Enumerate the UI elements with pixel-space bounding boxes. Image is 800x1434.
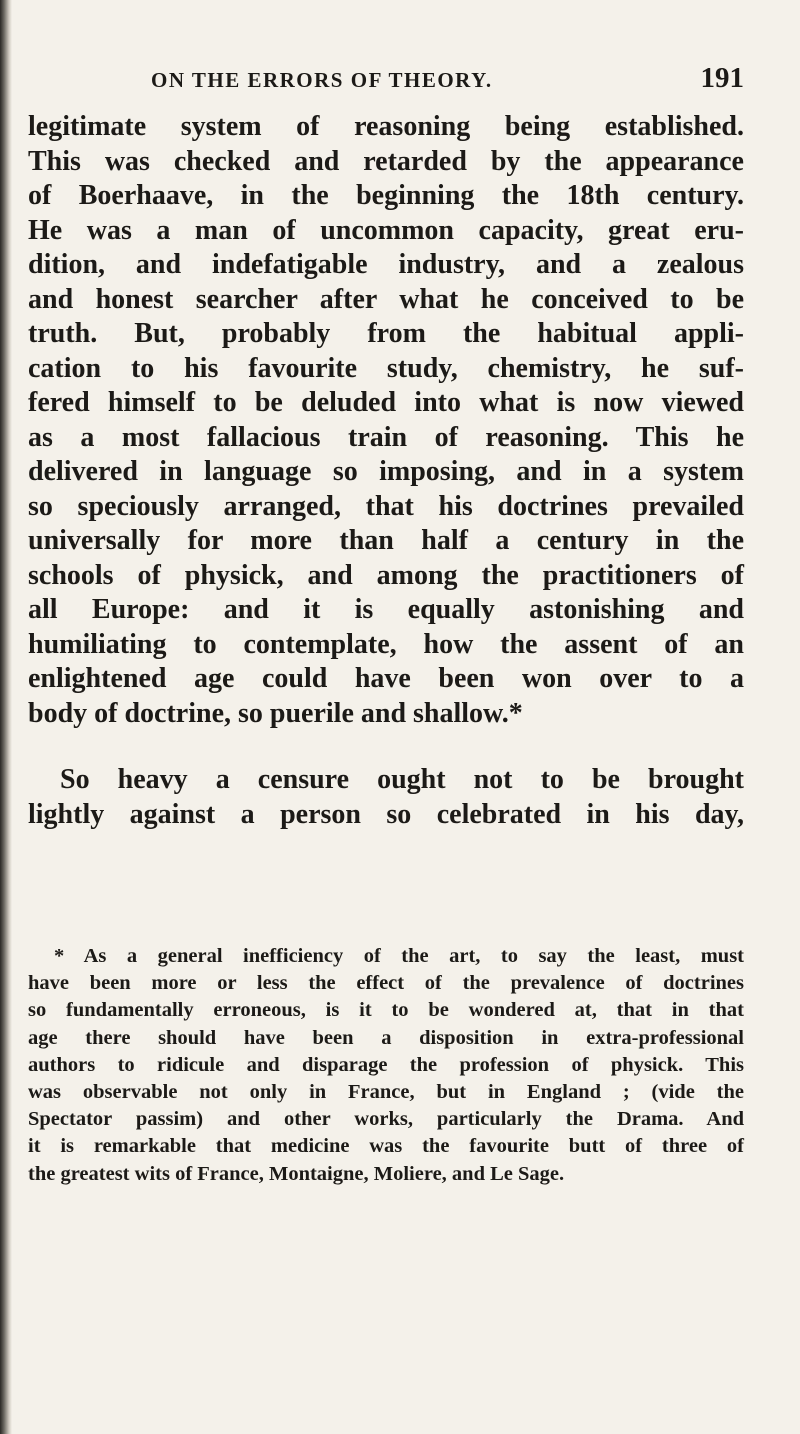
footnote-line: so fundamentally erroneous, is it to be wondered at, that in that <box>28 999 744 1022</box>
text-line: and honest searcher after what he conceived to be <box>28 283 744 315</box>
text-line: delivered in language so imposing, and in a system <box>28 456 744 487</box>
footnote-line: the greatest wits of France, Montaigne, Moliere, and Le Sage. <box>28 1162 565 1185</box>
text-line: dition, and indefatigable industry, and a zealous <box>28 249 744 280</box>
text-line: humiliating to contemplate, how the assent of an <box>28 628 744 660</box>
text-line: truth. But, probably from the habitual appli- <box>28 318 744 349</box>
paragraph-1 <box>28 110 744 731</box>
text-line: legitimate system of reasoning being established. <box>28 111 744 142</box>
text-line: schools of physick, and among the practitioners of <box>28 559 744 591</box>
paragraph-2 <box>28 763 744 832</box>
text-line: so speciously arranged, that his doctrines prevailed <box>28 490 744 522</box>
running-head <box>28 62 744 102</box>
footnote <box>28 943 744 1188</box>
footnote-line: * As a general inefficiency of the art, to say the least, must <box>54 945 744 967</box>
text-line: He was a man of uncommon capacity, great eru- <box>28 214 744 246</box>
text-line: all Europe: and it is equally astonishing and <box>28 594 744 625</box>
text-line: fered himself to be deluded into what is now viewed <box>28 387 744 418</box>
text-line: This was checked and retarded by the appearance <box>28 145 744 177</box>
footnote-line: was observable not only in France, but in England ; (vide the <box>28 1081 744 1104</box>
text-line: enlightened age could have been won over to a <box>28 663 744 694</box>
text-line: universally for more than half a century in the <box>28 525 744 556</box>
footnote-line: have been more or less the effect of the prevalence of doctrines <box>28 972 744 995</box>
page-number: 191 <box>700 62 744 94</box>
running-title: ON THE ERRORS OF THEORY. <box>151 68 493 92</box>
text-line: cation to his favourite study, chemistry, he suf- <box>28 352 744 384</box>
footnote-line: it is remarkable that medicine was the favourite butt of three of <box>28 1135 744 1158</box>
book-gutter <box>0 0 12 1434</box>
footnote-line: Spectator passim) and other works, particularly the Drama. And <box>28 1108 744 1131</box>
footnote-line: age there should have been a disposition in extra-professional <box>28 1026 744 1049</box>
body-text <box>28 110 744 832</box>
text-line: as a most fallacious train of reasoning. This he <box>28 421 744 453</box>
text-line: of Boerhaave, in the beginning the 18th century. <box>28 180 744 211</box>
text-line: body of doctrine, so puerile and shallow.* <box>28 697 523 729</box>
text-line: So heavy a censure ought not to be brought <box>60 764 744 795</box>
text-line: lightly against a person so celebrated in his day, <box>28 798 744 830</box>
footnote-line: authors to ridicule and disparage the profession of physick. This <box>28 1053 744 1076</box>
